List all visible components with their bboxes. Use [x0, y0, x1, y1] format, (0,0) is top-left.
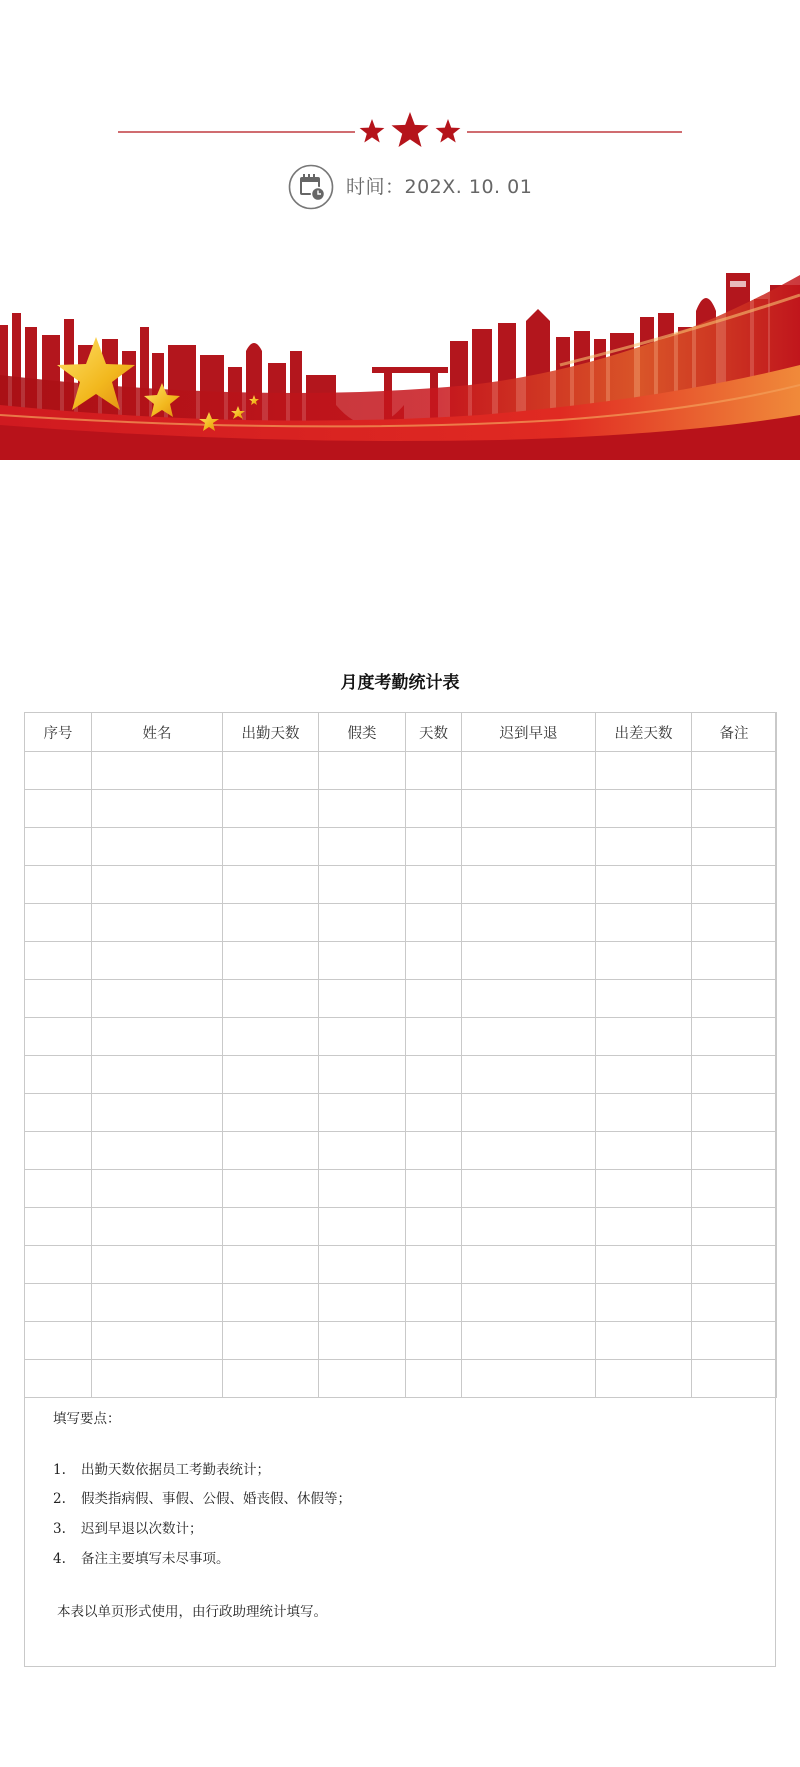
table-cell[interactable] [25, 752, 92, 790]
table-cell[interactable] [596, 828, 692, 866]
table-cell[interactable] [319, 1246, 406, 1284]
table-cell[interactable] [319, 1094, 406, 1132]
table-cell[interactable] [92, 790, 223, 828]
table-cell[interactable] [25, 1170, 92, 1208]
table-row [25, 1170, 777, 1208]
table-cell[interactable] [25, 1018, 92, 1056]
table-cell[interactable] [596, 942, 692, 980]
table-cell[interactable] [692, 1132, 777, 1170]
table-cell[interactable] [406, 904, 462, 942]
table-cell[interactable] [319, 1132, 406, 1170]
table-cell[interactable] [692, 1360, 777, 1398]
table-cell[interactable] [692, 1246, 777, 1284]
table-cell[interactable] [319, 1208, 406, 1246]
table-cell[interactable] [25, 828, 92, 866]
table-row [25, 1284, 777, 1322]
table-row [25, 1360, 777, 1398]
table-cell[interactable] [25, 1284, 92, 1322]
table-cell[interactable] [223, 1132, 319, 1170]
column-header-late-early: 迟到早退 [462, 713, 596, 752]
table-cell[interactable] [462, 942, 596, 980]
table-cell[interactable] [406, 980, 462, 1018]
table-row [25, 1018, 777, 1056]
table-cell[interactable] [692, 942, 777, 980]
table-cell[interactable] [25, 1208, 92, 1246]
table-cell[interactable] [406, 1360, 462, 1398]
table-cell[interactable] [692, 980, 777, 1018]
table-cell[interactable] [92, 1246, 223, 1284]
table-cell[interactable] [462, 1056, 596, 1094]
table-cell[interactable] [596, 866, 692, 904]
table-cell[interactable] [406, 1322, 462, 1360]
table-body [25, 752, 777, 1398]
note-text: 迟到早退以次数计； [81, 1521, 203, 1537]
table-cell[interactable] [319, 1322, 406, 1360]
table-cell[interactable] [223, 1056, 319, 1094]
table-cell[interactable] [319, 980, 406, 1018]
table-row [25, 790, 777, 828]
table-cell[interactable] [692, 752, 777, 790]
table-cell[interactable] [223, 1246, 319, 1284]
table-cell[interactable] [462, 1360, 596, 1398]
note-item [53, 1487, 351, 1507]
table-cell[interactable] [692, 1170, 777, 1208]
note-item [53, 1517, 203, 1537]
table-cell[interactable] [223, 1284, 319, 1322]
table-cell[interactable] [223, 1094, 319, 1132]
notes-footer: 本表以单页形式使用，由行政助理统计填写。 [57, 1604, 327, 1620]
note-number: 2. [53, 1491, 66, 1507]
table-cell[interactable] [462, 1246, 596, 1284]
table-row [25, 1056, 777, 1094]
attendance-form [24, 712, 776, 1667]
table-row [25, 828, 777, 866]
table-cell[interactable] [25, 980, 92, 1018]
table-cell[interactable] [692, 1284, 777, 1322]
table-cell[interactable] [596, 752, 692, 790]
table-cell[interactable] [25, 866, 92, 904]
note-text: 假类指病假、事假、公假、婚丧假、休假等； [81, 1491, 351, 1507]
note-text: 备注主要填写未尽事项。 [81, 1551, 230, 1567]
star-icon [436, 119, 461, 143]
table-cell[interactable] [462, 1018, 596, 1056]
table-cell[interactable] [462, 1284, 596, 1322]
table-cell[interactable] [319, 1284, 406, 1322]
column-header-days: 天数 [406, 713, 462, 752]
table-cell[interactable] [319, 1056, 406, 1094]
table-cell[interactable] [406, 1132, 462, 1170]
column-header-attendance-days: 出勤天数 [223, 713, 319, 752]
notes-heading: 填写要点： [53, 1411, 121, 1427]
table-cell[interactable] [319, 790, 406, 828]
table-cell[interactable] [92, 866, 223, 904]
table-cell[interactable] [596, 1284, 692, 1322]
document-title: 月度考勤统计表 [340, 673, 460, 693]
table-cell[interactable] [406, 866, 462, 904]
table-cell[interactable] [406, 1284, 462, 1322]
table-cell[interactable] [692, 866, 777, 904]
table-row [25, 866, 777, 904]
table-cell[interactable] [406, 1056, 462, 1094]
table-cell[interactable] [92, 828, 223, 866]
table-cell[interactable] [223, 1360, 319, 1398]
table-row [25, 980, 777, 1018]
table-cell[interactable] [406, 1170, 462, 1208]
table-cell[interactable] [92, 1094, 223, 1132]
table-row [25, 1322, 777, 1360]
table-cell[interactable] [319, 1018, 406, 1056]
table-cell[interactable] [692, 1056, 777, 1094]
table-cell[interactable] [596, 790, 692, 828]
table-cell[interactable] [596, 904, 692, 942]
star-icon [360, 119, 385, 143]
note-number: 1. [53, 1462, 66, 1478]
table-cell[interactable] [92, 942, 223, 980]
table-cell[interactable] [596, 1094, 692, 1132]
table-row [25, 1246, 777, 1284]
table-cell[interactable] [319, 904, 406, 942]
table-cell[interactable] [692, 1018, 777, 1056]
column-header-name: 姓名 [92, 713, 223, 752]
table-cell[interactable] [462, 790, 596, 828]
table-cell[interactable] [462, 904, 596, 942]
table-cell[interactable] [223, 1208, 319, 1246]
table-cell[interactable] [92, 1322, 223, 1360]
table-cell[interactable] [596, 980, 692, 1018]
note-item [53, 1458, 270, 1478]
table-cell[interactable] [692, 1094, 777, 1132]
note-text: 出勤天数依据员工考勤表统计； [81, 1462, 270, 1478]
table-cell[interactable] [223, 828, 319, 866]
table-cell[interactable] [406, 1018, 462, 1056]
table-cell[interactable] [596, 1056, 692, 1094]
table-cell[interactable] [25, 942, 92, 980]
table-cell[interactable] [319, 866, 406, 904]
column-header-remarks: 备注 [692, 713, 777, 752]
table-cell[interactable] [319, 828, 406, 866]
table-cell[interactable] [596, 1018, 692, 1056]
table-cell[interactable] [462, 1208, 596, 1246]
table-row [25, 1094, 777, 1132]
table-cell[interactable] [92, 1132, 223, 1170]
table-cell[interactable] [223, 790, 319, 828]
table-cell[interactable] [92, 1208, 223, 1246]
table-cell[interactable] [462, 828, 596, 866]
table-cell[interactable] [25, 1132, 92, 1170]
table-cell[interactable] [692, 904, 777, 942]
table-header-row [25, 713, 777, 752]
table-cell[interactable] [692, 790, 777, 828]
table-cell[interactable] [223, 980, 319, 1018]
table-cell[interactable] [462, 1170, 596, 1208]
table-cell[interactable] [319, 752, 406, 790]
table-cell[interactable] [92, 1056, 223, 1094]
table-cell[interactable] [406, 942, 462, 980]
skyline-banner-image [0, 255, 800, 460]
table-cell[interactable] [692, 1322, 777, 1360]
table-cell[interactable] [92, 1170, 223, 1208]
table-cell[interactable] [462, 752, 596, 790]
table-cell[interactable] [319, 1170, 406, 1208]
table-cell[interactable] [223, 752, 319, 790]
table-cell[interactable] [596, 1132, 692, 1170]
table-cell[interactable] [406, 828, 462, 866]
column-header-business-trip-days: 出差天数 [596, 713, 692, 752]
table-cell[interactable] [406, 1208, 462, 1246]
table-cell[interactable] [223, 1018, 319, 1056]
table-cell[interactable] [462, 1132, 596, 1170]
table-row [25, 1132, 777, 1170]
table-cell[interactable] [462, 1322, 596, 1360]
table-cell[interactable] [223, 1322, 319, 1360]
table-cell[interactable] [319, 942, 406, 980]
table-cell[interactable] [25, 790, 92, 828]
table-cell[interactable] [692, 828, 777, 866]
date-row [0, 162, 800, 212]
table-cell[interactable] [596, 1360, 692, 1398]
table-cell[interactable] [462, 980, 596, 1018]
star-icon [392, 112, 429, 147]
table-cell[interactable] [223, 866, 319, 904]
table-cell[interactable] [319, 1360, 406, 1398]
table-cell[interactable] [692, 1208, 777, 1246]
column-header-index: 序号 [25, 713, 92, 752]
table-cell[interactable] [92, 1018, 223, 1056]
calendar-clock-icon [288, 164, 334, 210]
table-cell[interactable] [25, 904, 92, 942]
table-cell[interactable] [92, 980, 223, 1018]
table-cell[interactable] [462, 1094, 596, 1132]
note-number: 4. [53, 1551, 66, 1567]
table-cell[interactable] [223, 1170, 319, 1208]
table-cell[interactable] [223, 904, 319, 942]
date-label: 时间：202X. 10. 01 [346, 176, 533, 198]
table-cell[interactable] [596, 1170, 692, 1208]
note-number: 3. [53, 1521, 66, 1537]
table-cell[interactable] [406, 790, 462, 828]
column-header-leave-type: 假类 [319, 713, 406, 752]
table-cell[interactable] [92, 752, 223, 790]
table-row [25, 1208, 777, 1246]
table-cell[interactable] [406, 752, 462, 790]
table-row [25, 942, 777, 980]
attendance-table [24, 712, 777, 1398]
table-cell[interactable] [596, 1322, 692, 1360]
table-cell[interactable] [406, 1094, 462, 1132]
table-cell[interactable] [25, 1360, 92, 1398]
table-cell[interactable] [25, 1246, 92, 1284]
table-cell[interactable] [92, 1360, 223, 1398]
table-row [25, 904, 777, 942]
table-cell[interactable] [462, 866, 596, 904]
table-cell[interactable] [596, 1246, 692, 1284]
table-cell[interactable] [25, 1056, 92, 1094]
table-row [25, 752, 777, 790]
table-cell[interactable] [92, 1284, 223, 1322]
table-cell[interactable] [92, 904, 223, 942]
table-cell[interactable] [596, 1208, 692, 1246]
note-item [53, 1547, 230, 1567]
table-cell[interactable] [25, 1094, 92, 1132]
table-cell[interactable] [223, 942, 319, 980]
table-cell[interactable] [25, 1322, 92, 1360]
table-cell[interactable] [406, 1246, 462, 1284]
